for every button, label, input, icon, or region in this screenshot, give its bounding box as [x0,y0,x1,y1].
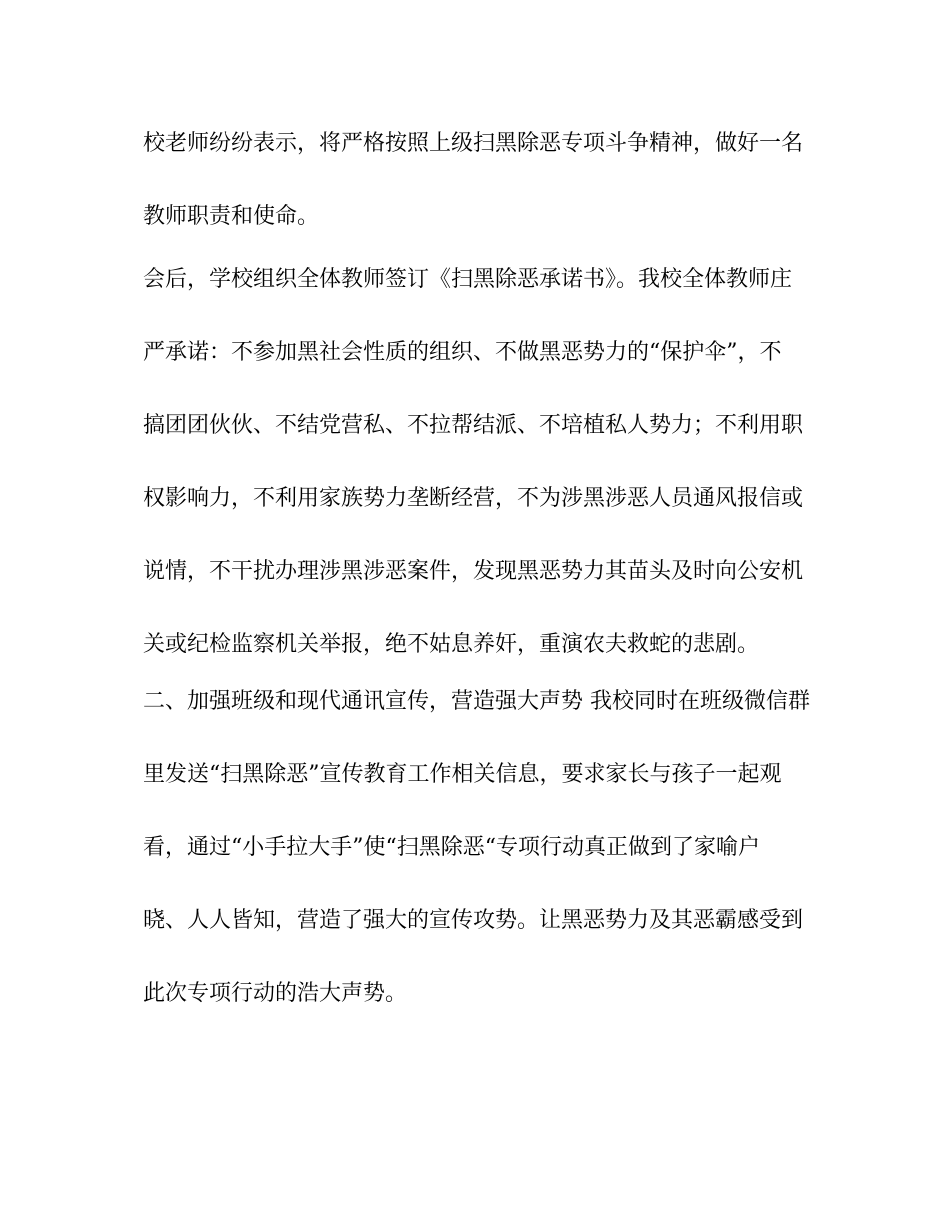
text-line: 看，通过“小手拉大手”使“扫黑除恶“专项行动真正做到了家喻户 [143,835,760,860]
text-line: 里发送“扫黑除恶”宣传教育工作相关信息，要求家长与孩子一起观 [143,762,782,787]
text-line: 严承诺：不参加黑社会性质的组织、不做黑恶势力的“保护伞”，不 [143,340,782,365]
text-line: 说情，不干扰办理涉黑涉恶案件，发现黑恶势力其苗头及时向公安机 [143,559,804,584]
text-line: 会后，学校组织全体教师签订《扫黑除恶承诺书》。我校全体教师庄 [143,267,793,292]
text-line: 权影响力，不利用家族势力垄断经营，不为涉黑涉恶人员通风报信或 [143,486,804,511]
text-line: 关或纪检监察机关举报，绝不姑息养奸，重演农夫救蛇的悲剧。 [143,632,760,657]
text-line: 晓、人人皆知，营造了强大的宣传攻势。让黑恶势力及其恶霸感受到 [143,908,804,933]
text-line: 二、加强班级和现代通讯宣传，营造强大声势 我校同时在班级微信群 [143,689,810,714]
text-line: 此次专项行动的浩大声势。 [143,981,408,1006]
text-line: 教师职责和使命。 [143,204,320,229]
text-line: 搞团团伙伙、不结党营私、不拉帮结派、不培植私人势力；不利用职 [143,413,804,438]
text-line: 校老师纷纷表示，将严格按照上级扫黑除恶专项斗争精神，做好一名 [143,131,804,156]
